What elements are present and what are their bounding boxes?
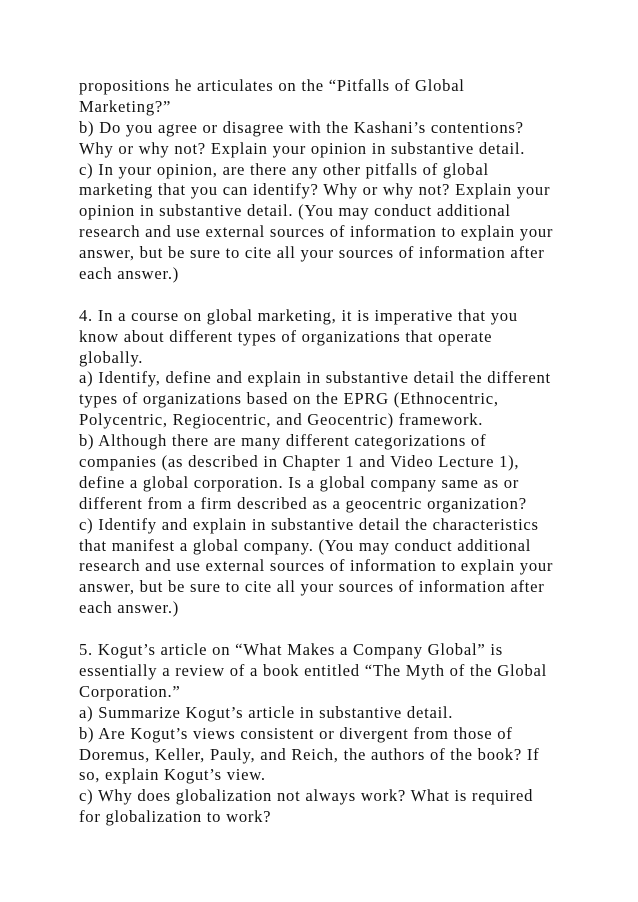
text-line: b) Are Kogut’s views consistent or divergent from those of	[79, 723, 513, 743]
text-line: Polycentric, Regiocentric, and Geocentric) framework.	[79, 410, 484, 430]
text-line: c) In your opinion, are there any other pitfalls of global	[79, 159, 489, 179]
text-line: Doremus, Keller, Pauly, and Reich, the authors of the book? If	[79, 744, 540, 764]
text-line: so, explain Kogut’s view.	[79, 765, 266, 785]
text-line: globally.	[79, 347, 144, 367]
text-line: for globalization to work?	[79, 807, 272, 827]
paragraph-question-4	[79, 306, 619, 619]
text-line: answer, but be sure to cite all your sources of information after	[79, 577, 545, 597]
text-line: c) Identify and explain in substantive detail the characteristics	[79, 514, 539, 534]
text-line: marketing that you can identify? Why or why not? Explain your	[79, 180, 551, 200]
text-line: Marketing?”	[79, 96, 172, 116]
text-line: propositions he articulates on the “Pitfalls of Global	[79, 76, 465, 95]
paragraph-question-5	[79, 640, 619, 828]
text-line: c) Why does globalization not always work? What is required	[79, 786, 534, 806]
text-line: essentially a review of a book entitled “The Myth of the Global	[79, 660, 547, 680]
text-line: Why or why not? Explain your opinion in substantive detail.	[79, 138, 526, 158]
text-line: define a global corporation. Is a global company same as or	[79, 472, 520, 492]
document-body	[79, 76, 619, 828]
text-line: that manifest a global company. (You may conduct additional	[79, 535, 532, 555]
text-line: Corporation.”	[79, 681, 181, 701]
text-line: each answer.)	[79, 598, 180, 618]
text-line: a) Summarize Kogut’s article in substantive detail.	[79, 702, 454, 722]
paragraph-pitfalls-questions	[79, 76, 619, 285]
text-line: opinion in substantive detail. (You may conduct additional	[79, 201, 511, 221]
text-line: research and use external sources of information to explain your	[79, 556, 554, 576]
paragraph-spacer	[79, 619, 619, 640]
text-line: types of organizations based on the EPRG (Ethnocentric,	[79, 389, 499, 409]
text-line: research and use external sources of information to explain your	[79, 222, 554, 242]
text-line: know about different types of organizations that operate	[79, 326, 493, 346]
text-line: each answer.)	[79, 264, 180, 284]
text-line: a) Identify, define and explain in substantive detail the different	[79, 368, 551, 388]
text-line: b) Although there are many different categorizations of	[79, 431, 487, 451]
paragraph-spacer	[79, 285, 619, 306]
text-line: 5. Kogut’s article on “What Makes a Company Global” is	[79, 640, 503, 660]
text-line: answer, but be sure to cite all your sources of information after	[79, 243, 545, 263]
text-line: 4. In a course on global marketing, it is imperative that you	[79, 305, 518, 325]
text-line: different from a firm described as a geocentric organization?	[79, 493, 527, 513]
text-line: b) Do you agree or disagree with the Kashani’s contentions?	[79, 117, 524, 137]
text-line: companies (as described in Chapter 1 and Video Lecture 1),	[79, 452, 520, 472]
